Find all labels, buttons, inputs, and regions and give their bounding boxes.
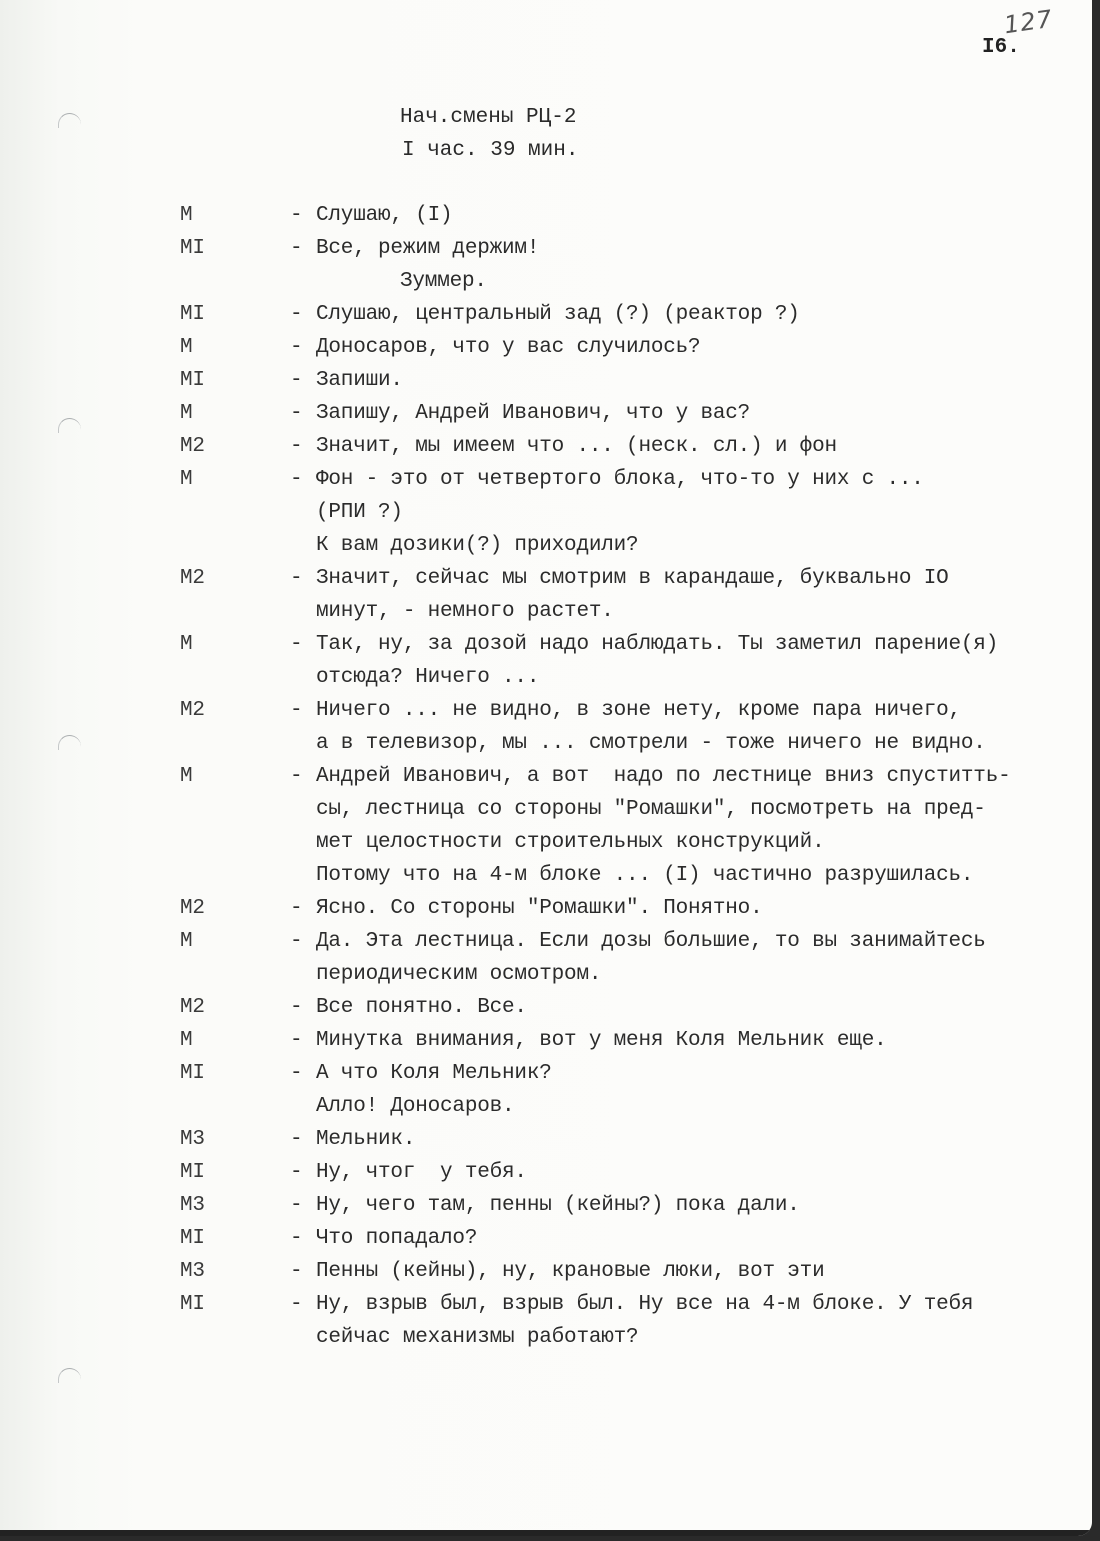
- dialogue-text: Мельник.: [316, 1128, 416, 1151]
- transcript-line: [180, 199, 1080, 232]
- dialogue-text: Так, ну, за дозой надо наблюдать. Ты заметил парение(я): [316, 633, 999, 656]
- transcript-line: [180, 298, 1080, 331]
- dialogue-continuation: периодическим осмотром.: [316, 963, 602, 986]
- page-number: I6.: [982, 36, 1020, 59]
- speaker-label: МI: [180, 1227, 205, 1250]
- dialogue-dash: -: [290, 204, 303, 227]
- dialogue-text: Слушаю, (I): [316, 204, 453, 227]
- speaker-label: М: [180, 204, 193, 227]
- transcript-line: [180, 991, 1080, 1024]
- transcript-entry: [180, 925, 1080, 991]
- dialogue-text: Ну, взрыв был, взрыв был. Ну все на 4-м блоке. У тебя: [316, 1293, 974, 1316]
- transcript-entry: [180, 1123, 1080, 1156]
- transcript-line: [180, 232, 1080, 265]
- speaker-label: М3: [180, 1260, 205, 1283]
- transcript-line: [180, 1288, 1080, 1321]
- transcript-line: [180, 628, 1080, 661]
- dialogue-text: Доносаров, что у вас случилось?: [316, 336, 701, 359]
- dialogue-dash: -: [290, 303, 303, 326]
- dialogue-dash: -: [290, 765, 303, 788]
- dialogue-dash: -: [290, 237, 303, 260]
- transcript-line: [180, 892, 1080, 925]
- transcript-line: [180, 1156, 1080, 1189]
- dialogue-dash: -: [290, 1227, 303, 1250]
- dialogue-dash: -: [290, 468, 303, 491]
- stage-note: Зуммер.: [400, 270, 487, 293]
- speaker-label: М3: [180, 1194, 205, 1217]
- transcript-line: [180, 463, 1080, 496]
- header-title: Нач.смены РЦ-2: [400, 106, 577, 129]
- dialogue-dash: -: [290, 369, 303, 392]
- dialogue-continuation: (РПИ ?): [316, 501, 403, 524]
- speaker-label: М2: [180, 567, 205, 590]
- dialogue-dash: -: [290, 996, 303, 1019]
- dialogue-dash: -: [290, 633, 303, 656]
- speaker-label: М: [180, 336, 193, 359]
- dialogue-dash: -: [290, 1128, 303, 1151]
- dialogue-dash: -: [290, 1161, 303, 1184]
- speaker-label: М: [180, 468, 193, 491]
- document-header: [400, 101, 578, 167]
- speaker-label: М: [180, 1029, 193, 1052]
- speaker-label: МI: [180, 303, 205, 326]
- punch-hole-mark: [58, 1368, 81, 1383]
- speaker-label: М2: [180, 699, 205, 722]
- dialogue-dash: -: [290, 336, 303, 359]
- transcript-entry: [180, 628, 1080, 694]
- dialogue-dash: -: [290, 1062, 303, 1085]
- transcript-line: [180, 1255, 1080, 1288]
- dialogue-dash: -: [290, 435, 303, 458]
- dialogue-continuation: К вам дозики(?) приходили?: [316, 534, 639, 557]
- dialogue-text: Ничего ... не видно, в зоне нету, кроме пара ничего,: [316, 699, 961, 722]
- speaker-label: М3: [180, 1128, 205, 1151]
- transcript-line: [180, 364, 1080, 397]
- dialogue-continuation: Алло! Доносаров.: [316, 1095, 515, 1118]
- header-time: I час. 39 мин.: [402, 139, 579, 162]
- transcript: [180, 199, 1080, 1354]
- dialogue-text: Все понятно. Все.: [316, 996, 527, 1019]
- transcript-entry: [180, 760, 1080, 892]
- transcript-entry: [180, 1189, 1080, 1222]
- speaker-label: МI: [180, 369, 205, 392]
- transcript-entry: [180, 298, 1080, 331]
- dialogue-continuation: мет целостности строительных конструкций.: [316, 831, 825, 854]
- transcript-entry: [180, 1255, 1080, 1288]
- speaker-label: М2: [180, 435, 205, 458]
- transcript-entry: [180, 430, 1080, 463]
- transcript-line: [180, 925, 1080, 958]
- dialogue-continuation: отсюда? Ничего ...: [316, 666, 540, 689]
- transcript-line: [180, 397, 1080, 430]
- dialogue-dash: -: [290, 567, 303, 590]
- transcript-entry: [180, 364, 1080, 397]
- speaker-label: МI: [180, 1293, 205, 1316]
- dialogue-text: Фон - это от четвертого блока, что-то у них с ...: [316, 468, 924, 491]
- transcript-entry: [180, 331, 1080, 364]
- dialogue-text: Значит, мы имеем что ... (неск. сл.) и фон: [316, 435, 837, 458]
- speaker-label: М: [180, 633, 193, 656]
- transcript-line: [180, 1189, 1080, 1222]
- dialogue-text: Запишу, Андрей Иванович, что у вас?: [316, 402, 751, 425]
- transcript-entry: [180, 694, 1080, 760]
- dialogue-text: Что попадало?: [316, 1227, 478, 1250]
- speaker-label: МI: [180, 1062, 205, 1085]
- dialogue-continuation: а в телевизор, мы ... смотрели - тоже ничего не видно.: [316, 732, 986, 755]
- speaker-label: МI: [180, 1161, 205, 1184]
- transcript-line: [180, 1057, 1080, 1090]
- transcript-entry: [180, 562, 1080, 628]
- transcript-entry: [180, 1288, 1080, 1354]
- transcript-line: [180, 760, 1080, 793]
- dialogue-text: Значит, сейчас мы смотрим в карандаше, буквально IO: [316, 567, 949, 590]
- dialogue-continuation: сейчас механизмы работают?: [316, 1326, 639, 1349]
- dialogue-text: Минутка внимания, вот у меня Коля Мельник еще.: [316, 1029, 887, 1052]
- transcript-line: [180, 694, 1080, 727]
- dialogue-continuation: Потому что на 4-м блоке ... (I) частично разрушилась.: [316, 864, 974, 887]
- dialogue-text: Андрей Иванович, а вот надо по лестнице вниз спуститть-: [316, 765, 1011, 788]
- transcript-line: [180, 1222, 1080, 1255]
- dialogue-dash: -: [290, 930, 303, 953]
- transcript-entry: [180, 397, 1080, 430]
- dialogue-dash: -: [290, 1194, 303, 1217]
- dialogue-text: Ну, чего там, пенны (кейны?) пока дали.: [316, 1194, 800, 1217]
- transcript-line: [180, 1024, 1080, 1057]
- dialogue-continuation: минут, - немного растет.: [316, 600, 614, 623]
- dialogue-dash: -: [290, 1029, 303, 1052]
- transcript-line: [180, 331, 1080, 364]
- handwritten-archive-number: 127: [1002, 4, 1055, 40]
- punch-hole-mark: [58, 113, 81, 128]
- speaker-label: МI: [180, 237, 205, 260]
- punch-hole-mark: [58, 735, 81, 750]
- dialogue-dash: -: [290, 897, 303, 920]
- transcript-entry: [180, 991, 1080, 1024]
- dialogue-text: Слушаю, центральный зад (?) (реактор ?): [316, 303, 800, 326]
- transcript-line: [180, 1123, 1080, 1156]
- transcript-entry: [180, 1057, 1080, 1123]
- dialogue-dash: -: [290, 402, 303, 425]
- speaker-label: М2: [180, 996, 205, 1019]
- speaker-label: М2: [180, 897, 205, 920]
- speaker-label: М: [180, 765, 193, 788]
- dialogue-text: Ясно. Со стороны "Ромашки". Понятно.: [316, 897, 763, 920]
- dialogue-dash: -: [290, 699, 303, 722]
- dialogue-continuation: сы, лестница со стороны "Ромашки", посмотреть на пред-: [316, 798, 986, 821]
- transcript-entry: [180, 199, 1080, 232]
- transcript-line: [180, 430, 1080, 463]
- dialogue-dash: -: [290, 1293, 303, 1316]
- scan-edge-shadow: [0, 1530, 1092, 1536]
- speaker-label: М: [180, 402, 193, 425]
- transcript-entry: [180, 463, 1080, 562]
- transcript-entry: [180, 1222, 1080, 1255]
- dialogue-dash: -: [290, 1260, 303, 1283]
- dialogue-text: Пенны (кейны), ну, крановые люки, вот эти: [316, 1260, 825, 1283]
- dialogue-text: Да. Эта лестница. Если дозы большие, то вы занимайтесь: [316, 930, 986, 953]
- transcript-entry: [180, 892, 1080, 925]
- punch-hole-mark: [58, 418, 81, 433]
- dialogue-text: Запиши.: [316, 369, 403, 392]
- transcript-entry: [180, 1156, 1080, 1189]
- transcript-entry: [180, 232, 1080, 265]
- transcript-line: [180, 562, 1080, 595]
- speaker-label: М: [180, 930, 193, 953]
- dialogue-text: А что Коля Мельник?: [316, 1062, 552, 1085]
- transcript-entry: [180, 1024, 1080, 1057]
- dialogue-text: Ну, чтог у тебя.: [316, 1161, 527, 1184]
- dialogue-text: Все, режим держим!: [316, 237, 540, 260]
